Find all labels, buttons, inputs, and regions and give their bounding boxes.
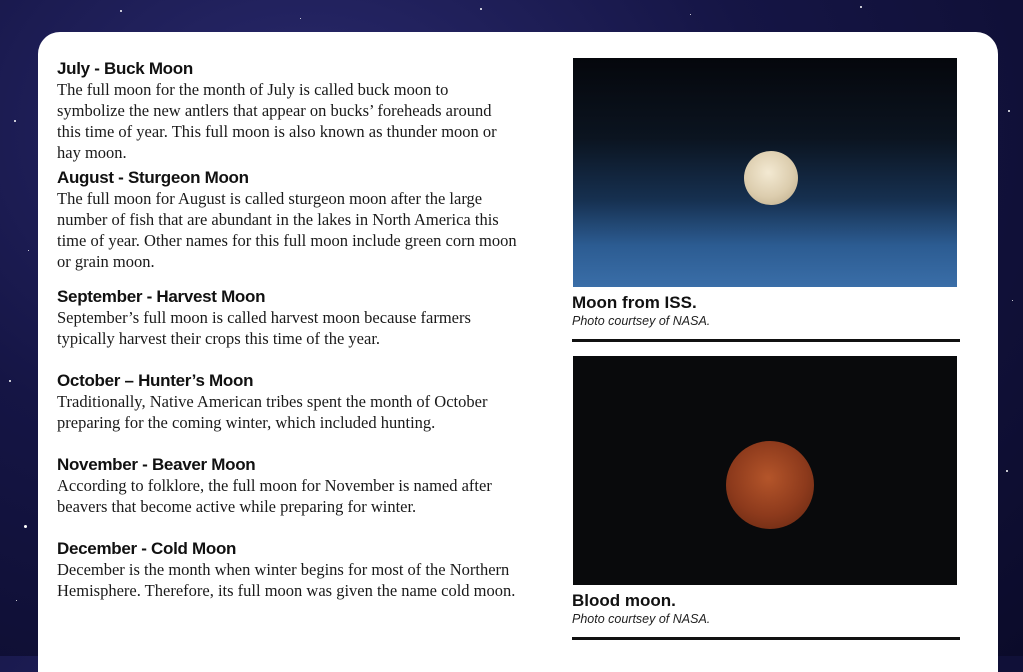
moon-entry-title: October – Hunter’s Moon — [57, 371, 254, 390]
star — [120, 10, 122, 12]
star — [1008, 110, 1010, 112]
photo-caption — [572, 591, 960, 628]
star — [480, 8, 482, 10]
star — [24, 525, 27, 528]
star — [690, 14, 691, 15]
full-moon — [744, 151, 798, 205]
moon-entry-title: July - Buck Moon — [57, 59, 193, 78]
moon-entry-text: September’s full moon is called harvest moon because farmers typically harvest their crops this time of the year. — [57, 308, 471, 348]
moon-entry-title: November - Beaver Moon — [57, 455, 256, 474]
moon-entry-title: August - Sturgeon Moon — [57, 168, 249, 187]
photo-credit: Photo courtsey of NASA. — [572, 612, 711, 626]
moon-entry-december — [57, 538, 517, 601]
moon-entry-text: According to folklore, the full moon for November is named after beavers that become active while preparing for winter. — [57, 476, 492, 516]
moon-entry-text: The full moon for the month of July is called buck moon to symbolize the new antlers that appear on bucks’ foreheads around this time of year. This full moon is also known as thunder moon or hay moon. — [57, 80, 497, 162]
moon-entry-title: December - Cold Moon — [57, 539, 237, 558]
moon-entry-title: September - Harvest Moon — [57, 287, 266, 306]
moon-entry-september — [57, 286, 517, 370]
moon-entry-text: The full moon for August is called sturgeon moon after the large number of fish that are abundant in the lakes in North America this time of year. Other names for this full moon include green corn moon or grain moon. — [57, 189, 517, 271]
star — [28, 250, 29, 251]
moon-entry-august — [57, 167, 517, 286]
star — [300, 18, 301, 19]
star — [1006, 470, 1008, 472]
star — [9, 380, 11, 382]
star — [16, 600, 17, 601]
moon-entry-july — [57, 58, 517, 167]
photo-caption — [572, 293, 960, 330]
moon-entry-text: December is the month when winter begins for most of the Northern Hemisphere. Therefore, its full moon was given the name cold moon. — [57, 560, 516, 600]
star — [860, 6, 862, 8]
photo-credit: Photo courtsey of NASA. — [572, 314, 711, 328]
moon-entry-november — [57, 454, 517, 538]
article-page — [38, 32, 998, 672]
star — [1012, 300, 1013, 301]
moon-names-list — [57, 58, 517, 601]
star — [14, 120, 16, 122]
divider — [572, 339, 960, 342]
divider — [572, 637, 960, 640]
caption-title: Moon from ISS. — [572, 293, 697, 312]
caption-title: Blood moon. — [572, 591, 676, 610]
blood-moon — [726, 441, 814, 529]
moon-entry-october — [57, 370, 517, 454]
blood-moon-photo — [573, 356, 957, 585]
moon-entry-text: Traditionally, Native American tribes spent the month of October preparing for the coming winter, which included hunting. — [57, 392, 488, 432]
moon-from-iss-photo — [573, 58, 957, 287]
